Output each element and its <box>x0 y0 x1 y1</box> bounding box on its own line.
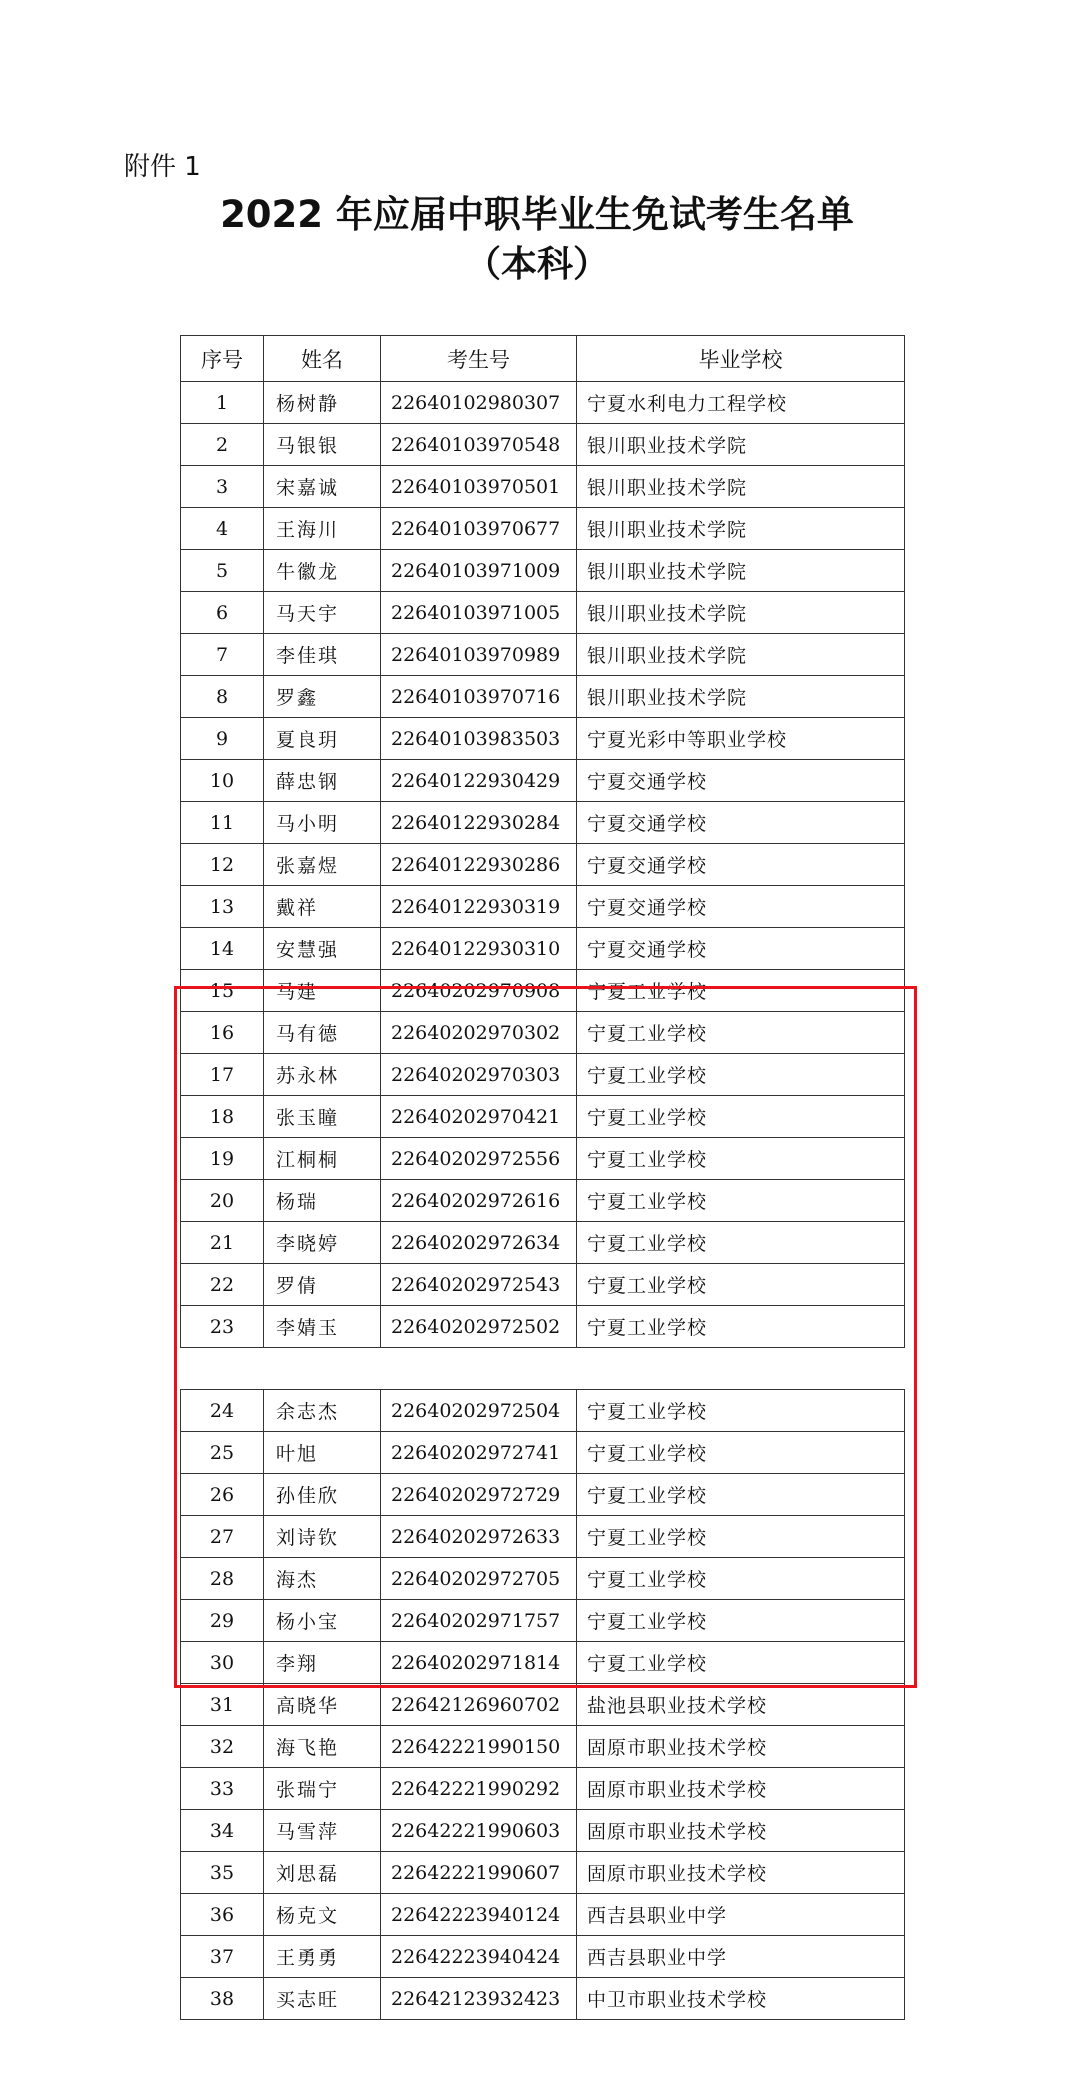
student-name: 孙佳欣 <box>264 1474 381 1516</box>
table-row <box>181 970 905 1012</box>
school-name: 宁夏工业学校 <box>577 1222 905 1264</box>
row-index: 4 <box>181 508 264 550</box>
school-name: 宁夏光彩中等职业学校 <box>577 718 905 760</box>
row-index: 34 <box>181 1810 264 1852</box>
table-row <box>181 592 905 634</box>
exam-number: 22640103971009 <box>381 550 577 592</box>
school-name: 宁夏工业学校 <box>577 1096 905 1138</box>
table-row <box>181 1054 905 1096</box>
table-row <box>181 508 905 550</box>
exam-number: 22640202970908 <box>381 970 577 1012</box>
exam-number: 22640202972502 <box>381 1306 577 1348</box>
student-name: 买志旺 <box>264 1978 381 2020</box>
school-name: 宁夏交通学校 <box>577 844 905 886</box>
table-row <box>181 466 905 508</box>
table-row <box>181 1012 905 1054</box>
table-row <box>181 1726 905 1768</box>
school-name: 盐池县职业技术学校 <box>577 1684 905 1726</box>
student-name: 马银银 <box>264 424 381 466</box>
student-name: 戴祥 <box>264 886 381 928</box>
student-name: 宋嘉诚 <box>264 466 381 508</box>
exam-number: 22640202971814 <box>381 1642 577 1684</box>
exam-number: 22640202972556 <box>381 1138 577 1180</box>
exam-number: 22640202972633 <box>381 1516 577 1558</box>
student-name: 杨克文 <box>264 1894 381 1936</box>
exam-number: 22640103970548 <box>381 424 577 466</box>
school-name: 中卫市职业技术学校 <box>577 1978 905 2020</box>
student-name: 张瑞宁 <box>264 1768 381 1810</box>
row-index: 17 <box>181 1054 264 1096</box>
exam-number: 22640122930284 <box>381 802 577 844</box>
row-index: 35 <box>181 1852 264 1894</box>
school-name: 宁夏交通学校 <box>577 802 905 844</box>
row-index: 20 <box>181 1180 264 1222</box>
table-row <box>181 886 905 928</box>
student-name: 杨小宝 <box>264 1600 381 1642</box>
table-row <box>181 1810 905 1852</box>
school-name: 宁夏工业学校 <box>577 1432 905 1474</box>
school-name: 宁夏工业学校 <box>577 1180 905 1222</box>
school-name: 宁夏工业学校 <box>577 1012 905 1054</box>
exam-number: 22640122930286 <box>381 844 577 886</box>
student-name: 海杰 <box>264 1558 381 1600</box>
table-row <box>181 1138 905 1180</box>
table-row <box>181 802 905 844</box>
row-index: 26 <box>181 1474 264 1516</box>
student-name: 马雪萍 <box>264 1810 381 1852</box>
table-row <box>181 676 905 718</box>
row-index: 30 <box>181 1642 264 1684</box>
exam-number: 22640202972543 <box>381 1264 577 1306</box>
student-name: 刘思磊 <box>264 1852 381 1894</box>
row-index: 38 <box>181 1978 264 2020</box>
exam-number: 22640202972616 <box>381 1180 577 1222</box>
school-name: 宁夏工业学校 <box>577 1516 905 1558</box>
school-name: 银川职业技术学院 <box>577 508 905 550</box>
row-index: 1 <box>181 382 264 424</box>
student-name: 叶旭 <box>264 1432 381 1474</box>
table-row <box>181 1894 905 1936</box>
student-name: 李佳琪 <box>264 634 381 676</box>
row-index: 13 <box>181 886 264 928</box>
exam-number: 22640103970501 <box>381 466 577 508</box>
exam-number: 22640103971005 <box>381 592 577 634</box>
table-row <box>181 1516 905 1558</box>
table-row <box>181 1978 905 2020</box>
student-name: 李翔 <box>264 1642 381 1684</box>
table-row <box>181 550 905 592</box>
table-row <box>181 1936 905 1978</box>
school-name: 固原市职业技术学校 <box>577 1810 905 1852</box>
table-row <box>181 844 905 886</box>
table-row <box>181 1558 905 1600</box>
exam-number: 22640202970303 <box>381 1054 577 1096</box>
school-name: 宁夏工业学校 <box>577 1600 905 1642</box>
exam-number: 22640202972705 <box>381 1558 577 1600</box>
school-name: 宁夏工业学校 <box>577 1642 905 1684</box>
exam-number: 22640122930429 <box>381 760 577 802</box>
student-name: 高晓华 <box>264 1684 381 1726</box>
exam-number: 22640122930319 <box>381 886 577 928</box>
school-name: 固原市职业技术学校 <box>577 1726 905 1768</box>
school-name: 宁夏工业学校 <box>577 1264 905 1306</box>
student-name: 马有德 <box>264 1012 381 1054</box>
school-name: 宁夏工业学校 <box>577 1474 905 1516</box>
candidate-table-part2 <box>180 1389 905 2020</box>
row-index: 14 <box>181 928 264 970</box>
school-name: 固原市职业技术学校 <box>577 1852 905 1894</box>
school-name: 宁夏工业学校 <box>577 1558 905 1600</box>
exam-number: 22640202970302 <box>381 1012 577 1054</box>
exam-number: 22640103970677 <box>381 508 577 550</box>
row-index: 37 <box>181 1936 264 1978</box>
table-row <box>181 718 905 760</box>
school-name: 宁夏工业学校 <box>577 1390 905 1432</box>
table-row <box>181 1264 905 1306</box>
row-index: 18 <box>181 1096 264 1138</box>
student-name: 王海川 <box>264 508 381 550</box>
school-name: 宁夏交通学校 <box>577 886 905 928</box>
school-name: 固原市职业技术学校 <box>577 1768 905 1810</box>
student-name: 张玉瞳 <box>264 1096 381 1138</box>
student-name: 马建 <box>264 970 381 1012</box>
row-index: 6 <box>181 592 264 634</box>
student-name: 安慧强 <box>264 928 381 970</box>
candidate-table-part1 <box>180 335 905 1348</box>
exam-number: 22640202972741 <box>381 1432 577 1474</box>
table-row <box>181 1600 905 1642</box>
header-name: 姓名 <box>264 336 381 382</box>
exam-number: 22640103970989 <box>381 634 577 676</box>
student-name: 刘诗钦 <box>264 1516 381 1558</box>
school-name: 宁夏工业学校 <box>577 1306 905 1348</box>
table-row <box>181 760 905 802</box>
table-row <box>181 1768 905 1810</box>
row-index: 19 <box>181 1138 264 1180</box>
exam-number: 22640202971757 <box>381 1600 577 1642</box>
table-row <box>181 382 905 424</box>
school-name: 银川职业技术学院 <box>577 676 905 718</box>
row-index: 28 <box>181 1558 264 1600</box>
row-index: 3 <box>181 466 264 508</box>
exam-number: 22640202970421 <box>381 1096 577 1138</box>
table-row <box>181 1642 905 1684</box>
school-name: 宁夏工业学校 <box>577 1054 905 1096</box>
table-header-row <box>181 336 905 382</box>
row-index: 27 <box>181 1516 264 1558</box>
document-title: 2022 年应届中职毕业生免试考生名单 <box>220 193 854 236</box>
table-row <box>181 1684 905 1726</box>
school-name: 银川职业技术学院 <box>577 424 905 466</box>
school-name: 银川职业技术学院 <box>577 550 905 592</box>
exam-number: 22640102980307 <box>381 382 577 424</box>
school-name: 银川职业技术学院 <box>577 466 905 508</box>
exam-number: 22642221990603 <box>381 1810 577 1852</box>
row-index: 2 <box>181 424 264 466</box>
student-name: 罗倩 <box>264 1264 381 1306</box>
table-row <box>181 1432 905 1474</box>
table-row <box>181 1096 905 1138</box>
row-index: 32 <box>181 1726 264 1768</box>
school-name: 西吉县职业中学 <box>577 1936 905 1978</box>
header-index: 序号 <box>181 336 264 382</box>
row-index: 31 <box>181 1684 264 1726</box>
student-name: 杨树静 <box>264 382 381 424</box>
exam-number: 22640122930310 <box>381 928 577 970</box>
exam-number: 22642223940124 <box>381 1894 577 1936</box>
student-name: 王勇勇 <box>264 1936 381 1978</box>
school-name: 银川职业技术学院 <box>577 634 905 676</box>
table-row <box>181 424 905 466</box>
student-name: 海飞艳 <box>264 1726 381 1768</box>
exam-number: 22640202972634 <box>381 1222 577 1264</box>
header-exam-number: 考生号 <box>381 336 577 382</box>
student-name: 马小明 <box>264 802 381 844</box>
row-index: 16 <box>181 1012 264 1054</box>
school-name: 宁夏水利电力工程学校 <box>577 382 905 424</box>
school-name: 宁夏工业学校 <box>577 970 905 1012</box>
row-index: 7 <box>181 634 264 676</box>
exam-number: 22642221990292 <box>381 1768 577 1810</box>
row-index: 22 <box>181 1264 264 1306</box>
exam-number: 22642221990150 <box>381 1726 577 1768</box>
table-row <box>181 928 905 970</box>
attachment-label: 附件 1 <box>124 152 201 182</box>
row-index: 9 <box>181 718 264 760</box>
exam-number: 22640103970716 <box>381 676 577 718</box>
row-index: 11 <box>181 802 264 844</box>
student-name: 薛忠钢 <box>264 760 381 802</box>
row-index: 25 <box>181 1432 264 1474</box>
row-index: 33 <box>181 1768 264 1810</box>
exam-number: 22642123932423 <box>381 1978 577 2020</box>
row-index: 23 <box>181 1306 264 1348</box>
exam-number: 22640202972504 <box>381 1390 577 1432</box>
row-index: 8 <box>181 676 264 718</box>
student-name: 江桐桐 <box>264 1138 381 1180</box>
exam-number: 22640202972729 <box>381 1474 577 1516</box>
student-name: 马天宇 <box>264 592 381 634</box>
exam-number: 22642126960702 <box>381 1684 577 1726</box>
student-name: 余志杰 <box>264 1390 381 1432</box>
exam-number: 22640103983503 <box>381 718 577 760</box>
student-name: 苏永林 <box>264 1054 381 1096</box>
school-name: 宁夏工业学校 <box>577 1138 905 1180</box>
table-row <box>181 1306 905 1348</box>
row-index: 15 <box>181 970 264 1012</box>
table-row <box>181 1390 905 1432</box>
table-row <box>181 634 905 676</box>
table-row <box>181 1222 905 1264</box>
row-index: 5 <box>181 550 264 592</box>
school-name: 银川职业技术学院 <box>577 592 905 634</box>
row-index: 29 <box>181 1600 264 1642</box>
student-name: 夏良玥 <box>264 718 381 760</box>
student-name: 张嘉煜 <box>264 844 381 886</box>
row-index: 24 <box>181 1390 264 1432</box>
student-name: 罗鑫 <box>264 676 381 718</box>
school-name: 宁夏交通学校 <box>577 760 905 802</box>
student-name: 李婧玉 <box>264 1306 381 1348</box>
student-name: 李晓婷 <box>264 1222 381 1264</box>
row-index: 36 <box>181 1894 264 1936</box>
row-index: 12 <box>181 844 264 886</box>
table-row <box>181 1474 905 1516</box>
student-name: 牛徽龙 <box>264 550 381 592</box>
student-name: 杨瑞 <box>264 1180 381 1222</box>
header-school: 毕业学校 <box>577 336 905 382</box>
table-row <box>181 1180 905 1222</box>
school-name: 宁夏交通学校 <box>577 928 905 970</box>
exam-number: 22642221990607 <box>381 1852 577 1894</box>
row-index: 21 <box>181 1222 264 1264</box>
document-subtitle: （本科） <box>464 244 609 285</box>
school-name: 西吉县职业中学 <box>577 1894 905 1936</box>
table-row <box>181 1852 905 1894</box>
exam-number: 22642223940424 <box>381 1936 577 1978</box>
row-index: 10 <box>181 760 264 802</box>
